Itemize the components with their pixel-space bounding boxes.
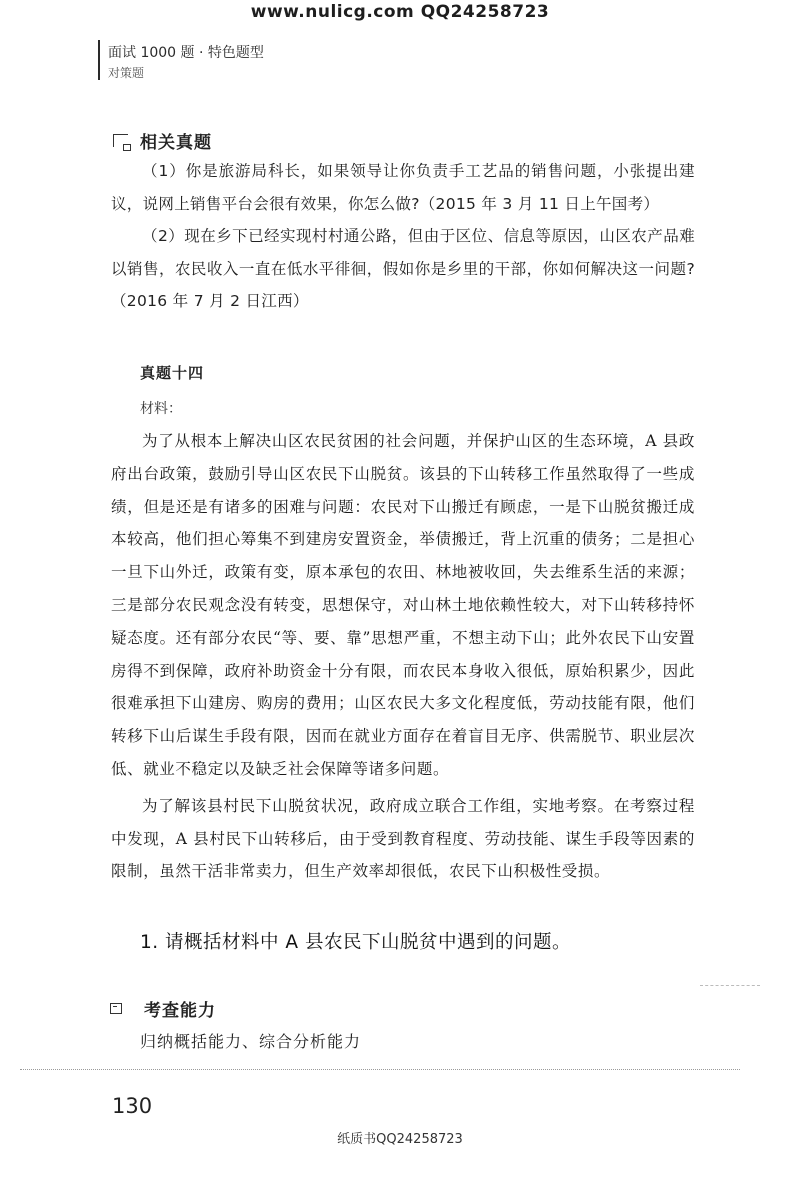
material-paragraph-1: 为了从根本上解决山区农民贫困的社会问题，并保护山区的生态环境，A 县政府出台政策，鼓励引导山区农民下山脱贫。该县的下山转移工作虽然取得了一些成绩，但是还是有诸多的困难与问题：农民对下山搬迁有顾虑，一是下山脱贫搬迁成本较高，他们担心筹集不到建房安置资金，举债搬迁，背上沉重的债务；二是担心一旦下山外迁，政策有变，原本承包的农田、林地被收回，失去维系生活的来源；三是部分农民观念没有转变，思想保守，对山林土地依赖性较大，对下山转移持怀疑态度。还有部分农民“等、要、靠”思想严重，不想主动下山；此外农民下山安置房得不到保障，政府补助资金十分有限，而农民本身收入很低，原始积累少，因此很难承担下山建房、购房的费用；山区农民大多文化程度低，劳动技能有限，他们转移下山后谋生手段有限，因而在就业方面存在着盲目无序、供需脱节、职业层次低、就业不稳定以及缺乏社会保障等诸多问题。 [111,432,695,778]
ability-heading [110,996,216,1021]
ability-label: 考查能力 [144,1001,216,1021]
related-question-2: （2）现在乡下已经实现村村通公路，但由于区位、信息等原因，山区农产品难以销售，农民收入一直在低水平徘徊，假如你是乡里的干部，你如何解决这一问题?（2016 年 7 月 2 日江西） [111,227,695,310]
ability-text: 归纳概括能力、综合分析能力 [140,1032,362,1051]
question-14-title: 真题十四 [140,364,205,382]
section-marker-icon [113,134,128,147]
header-rule [98,40,100,80]
divider [700,985,760,987]
watermark-top: www.nulicg.com QQ24258723 [250,2,550,22]
material-body [111,425,695,888]
page-number: 130 [112,1094,153,1118]
scan-artifact-line [20,1069,740,1071]
question-prompt: 1. 请概括材料中 A 县农民下山脱贫中遇到的问题。 [140,932,571,953]
material-label: 材料： [140,401,182,417]
material-paragraph-2: 为了解该县村民下山脱贫状况，政府成立联合工作组，实地考察。在考察过程中发现，A 县村民下山转移后，由于受到教育程度、劳动技能、谋生手段等因素的限制，虽然干活非常卖力，但生产效率却很低，农民下山积极性受损。 [111,796,695,881]
related-question-1: （1）你是旅游局科长，如果领导让你负责手工艺品的销售问题，小张提出建议，说网上销售平台会很有效果，你怎么做?（2015 年 3 月 11 日上午国考） [111,162,695,213]
related-label: 相关真题 [140,133,212,153]
book-title: 面试 1000 题 · 特色题型 [108,45,264,61]
related-questions [111,155,695,318]
related-section-heading [113,128,212,153]
ability-marker-icon [110,1003,122,1014]
footer-watermark: 纸质书QQ24258723 [337,1132,463,1147]
chapter-subtitle: 对策题 [108,66,145,80]
